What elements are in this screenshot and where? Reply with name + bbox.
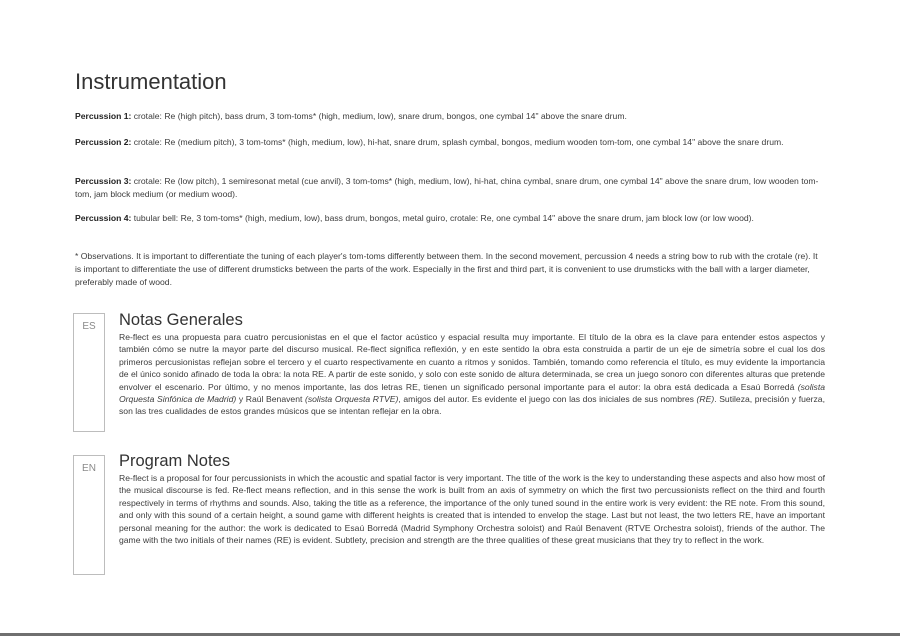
notas-generales-body bbox=[119, 331, 825, 418]
language-code-en: EN bbox=[82, 463, 96, 474]
percussion-2-entry bbox=[75, 136, 820, 149]
notas-body-part-3: , amigos del autor. Es evidente el juego con las dos iniciales de sus nombres bbox=[398, 394, 697, 405]
percussion-4-text: tubular bell: Re, 3 tom-toms* (high, medium, low), bass drum, bongos, metal guiro, crotale: Re, one cymbal 14" above the snare drum, jam block low (or low wood). bbox=[131, 213, 754, 223]
percussion-4-entry bbox=[75, 212, 820, 225]
notas-body-part-4: . Sutileza, precisión y fuerza, son las tres cualidades de estos grandes músicos que se intentan reflejar en la obra. bbox=[119, 394, 825, 417]
percussion-1-label: Percussion 1: bbox=[75, 111, 132, 121]
program-notes-body: Re-flect is a proposal for four percussionists in which the acoustic and spatial factor is very important. The title of the work is the key to understanding these aspects and also how most of the musical discourse is fed. Re-flect means reflection, and in this sense the work is built from an axis of symmetry on which the first two percussionists reflect on the third and fourth respectively in terms of rhythms and sounds. Also, taking the title as a reference, the importance of the only tuned sound in the entire work is very evident: the RE note. From this sound, and only with this sound of a certain height, a sound game with different heights is created that is intended to envelop the stage. Last but not least, the two letters RE, have an important personal meaning for the author: the work is dedicated to Esaú Borredá (Madrid Symphony Orchestra soloist) and Raúl Benavent (RTVE Orchestra soloist), friends of the author. The game with the two initials of their names (RE) is evident. Subtlety, precision and strength are the three qualities of these great musicians that they try to reflect in the work. bbox=[119, 473, 825, 546]
program-notes-title: Program Notes bbox=[119, 452, 230, 470]
percussion-2-label: Percussion 2: bbox=[75, 137, 132, 147]
language-box-es bbox=[73, 313, 105, 432]
percussion-2-text: crotale: Re (medium pitch), 3 tom-toms* (high, medium, low), hi-hat, snare drum, splash cymbal, bongos, medium wooden tom-tom, one cymbal 14" above the snare drum. bbox=[131, 137, 784, 147]
observations-note: * Observations. It is important to differentiate the tuning of each player's tom-toms differently between them. In the second movement, percussion 4 needs a string bow to rub with the crotale (re). It is important to differentiate the use of different drumsticks between the parts of the work. Especially in the first and third part, it is convenient to use drumsticks with the ball with a larger diameter, preferably made of wood. bbox=[75, 251, 818, 287]
notas-body-part-1: Re-flect es una propuesta para cuatro percusionistas en el que el factor acústico y espacial resulta muy importante. El título de la obra es la clave para entender estos aspectos y también cómo se nutre la mayor parte del discurso musical. Re-flect significa reflexión, y en este sentido la obra esta construida a partir de un eje de simetría sobre el cual los dos primeros percusionistas reflejan sobre el tercero y el cuarto respectivamente en cuanto a ritmos y sonidos. También, tomando como referencia el título, es muy evidente la importancia de el único sonido afinado de toda la obra: la nota RE. A partir de este sonido, y solo con este sonido de altura determinada, se crea un juego sonoro con diferentes alturas que pretende envolver el escenario. Por último, y no menos importante, las dos letras RE, tienen un significado personal importante para el autor: la obra está dedicada a Esaú Borredá bbox=[119, 332, 825, 392]
notas-italic-1: (solista Orquesta Sinfónica de Madrid) bbox=[119, 381, 825, 405]
percussion-3-entry bbox=[75, 175, 820, 201]
notas-italic-2: (solista Orquesta RTVE) bbox=[304, 394, 399, 405]
percussion-1-text: crotale: Re (high pitch), bass drum, 3 tom-toms* (high, medium, low), snare drum, bongos, one cymbal 14" above the snare drum. bbox=[131, 111, 627, 121]
language-code-es: ES bbox=[82, 321, 96, 332]
notas-body-part-2: y Raúl Benavent bbox=[236, 394, 305, 405]
language-box-en bbox=[73, 455, 105, 575]
notas-italic-3: (RE) bbox=[696, 394, 715, 405]
notas-generales-title: Notas Generales bbox=[119, 311, 243, 329]
percussion-3-label: Percussion 3: bbox=[75, 176, 132, 186]
instrumentation-title: Instrumentation bbox=[75, 69, 227, 94]
percussion-1-entry bbox=[75, 110, 820, 123]
percussion-4-label: Percussion 4: bbox=[75, 213, 132, 223]
percussion-3-text: crotale: Re (low pitch), 1 semiresonat metal (cue anvil), 3 tom-toms* (high, medium, low), hi-hat, china cymbal, snare drum, one cymbal 14" above the snare drum, low wooden tom-tom, jam block medium (or medium wood). bbox=[75, 176, 819, 199]
